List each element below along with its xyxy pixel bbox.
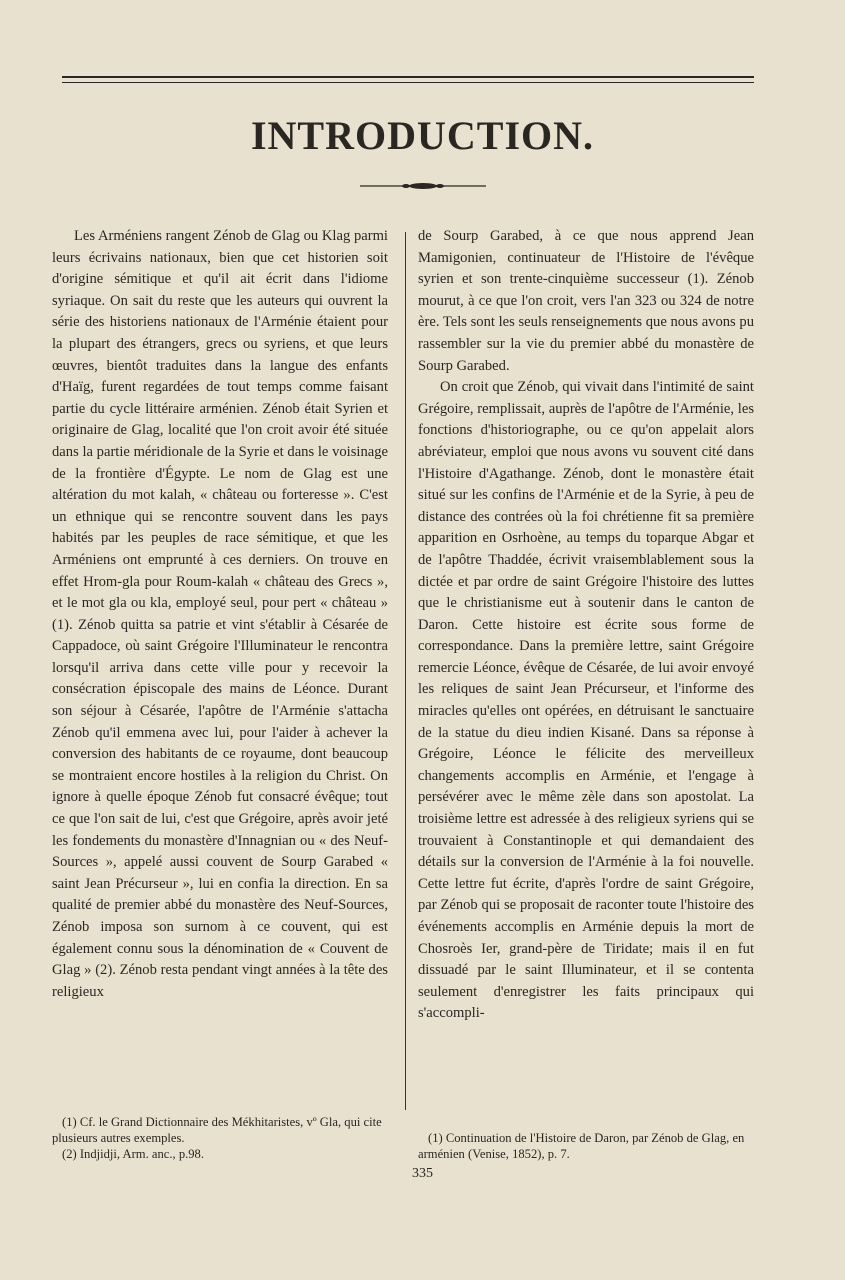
footnotes-left [52,1114,392,1162]
footnotes-right [418,1130,758,1162]
page-number: 335 [412,1166,433,1181]
left-column [52,226,388,1003]
title-ornament [360,181,486,191]
header-rule-thick [62,76,754,78]
paragraph: On croit que Zénob, qui vivait dans l'intimité de saint Grégoire, remplissait, auprès de l'apôtre de l'Arménie, les fonctions d'historiographe, ou ce qu'on appelait alors abréviateur, emploi que nous avons vu souvent cité dans l'Histoire d'Agathange. Zénob, dont le monastère était situé sur les confins de l'Arménie et de la Syrie, à peu de distance des contrées où la foi chrétienne fit sa première apparition en Osrhoène, au temps du toparque Abgar et de l'apôtre Thaddée, écrivit vraisemblablement sous la dictée et par ordre de saint Grégoire l'histoire des luttes que le christianisme eut à soutenir dans le canton de Daron. Cette histoire est écrite sous forme de correspondance. Dans la première lettre, saint Grégoire remercie Léonce, évêque de Césarée, de lui avoir envoyé les reliques de saint Jean Précurseur, et l'informe des miracles qu'elles ont opérées, en détruisant le sanctuaire de la statue du dieu indien Kisané. Dans sa réponse à Grégoire, Léonce le félicite des merveilleux changements accomplis en Arménie, et l'engage à persévérer avec le même zèle dans son apostolat. La troisième lettre est adressée à des religieux syriens qui se trouvaient à Constantinople et qui demandaient des détails sur la conversion de l'Arménie à la foi nouvelle. Cette lettre fut écrite, d'après l'ordre de saint Grégoire, par Zénob qui se proposait de raconter toute l'histoire des événements accomplis en Arménie depuis la mort de Chosroès Ier, grand-père de Tiridate; mais il en fut dissuadé par le saint Illuminateur, et il se contenta seulement d'enregistrer les faits principaux qui s'accompli- [418,379,754,1022]
chapter-title: INTRODUCTION. [250,113,595,158]
right-column [418,226,754,1025]
column-divider [405,232,406,1110]
paragraph: de Sourp Garabed, à ce que nous apprend Jean Mamigonien, continuateur de l'Histoire de l'évêque syrien et son trente-cinquième successeur (1). Zénob mourut, à ce que l'on croit, vers l'an 323 ou 324 de notre ère. Tels sont les seuls renseignements que nous avons pu rassembler sur la vie du premier abbé du monastère de Sourp Garabed. [418,228,754,374]
footnote: (1) Cf. le Grand Dictionnaire des Mékhitaristes, vº Gla, qui cite plusieurs autres exemples. [52,1115,382,1145]
paragraph: Les Arméniens rangent Zénob de Glag ou Klag parmi leurs écrivains nationaux, bien que cet historien soit d'origine sémitique et qu'il ait écrit dans l'idiome syriaque. On sait du reste que les auteurs qui ouvrent la série des historiens nationaux de l'Arménie étaient pour la plupart des étrangers, grecs ou syriens, et que leurs œuvres, bientôt traduites dans la langue des enfants d'Haïg, furent regardées de tout temps comme faisant partie du cycle littéraire arménien. Zénob était Syrien et originaire de Glag, localité que l'on croit avoir été située dans la partie méridionale de la Syrie et dans le voisinage de la frontière d'Égypte. Le nom de Glag est une altération du mot kalah, « château ou forteresse ». C'est un ethnique qui se rencontre souvent dans les pays habités par les peuples de race sémitique, et que les Arméniens ont emprunté à ces derniers. On trouve en effet Hrom-gla pour Roum-kalah « château des Grecs », et le mot gla ou kla, employé seul, pour pert « château » (1). Zénob quitta sa patrie et vint s'établir à Césarée de Cappadoce, où saint Grégoire l'Illuminateur le rencontra lorsqu'il arriva dans cette ville pour y recevoir la consécration épiscopale des mains de Léonce. Durant son séjour à Césarée, l'apôtre de l'Arménie s'attacha Zénob qu'il emmena avec lui, pour l'aider à achever la conversion des habitants de ce royaume, dont beaucoup se montraient encore hostiles à la religion du Christ. On ignore à quelle époque Zénob fut consacré évêque; tout ce que l'on sait de lui, c'est que Grégoire, après avoir jeté les fondements du monastère d'Innagnian ou « des Neuf-Sources », appelé aussi couvent de Sourp Garabed « saint Jean Précurseur », lui en confia la direction. En sa qualité de premier abbé du monastère des Neuf-Sources, Zénob imposa son surnom à ce couvent, qui est également connu sous la dénomination de « Couvent de Glag » (2). Zénob resta pendant vingt années à la tête des religieux [52,228,388,1000]
footnote: (1) Continuation de l'Histoire de Daron, par Zénob de Glag, en arménien (Venise, 1852), p. 7. [418,1131,745,1161]
header-rule-thin [62,82,754,83]
footnote: (2) Indjidji, Arm. anc., p.98. [62,1147,205,1161]
